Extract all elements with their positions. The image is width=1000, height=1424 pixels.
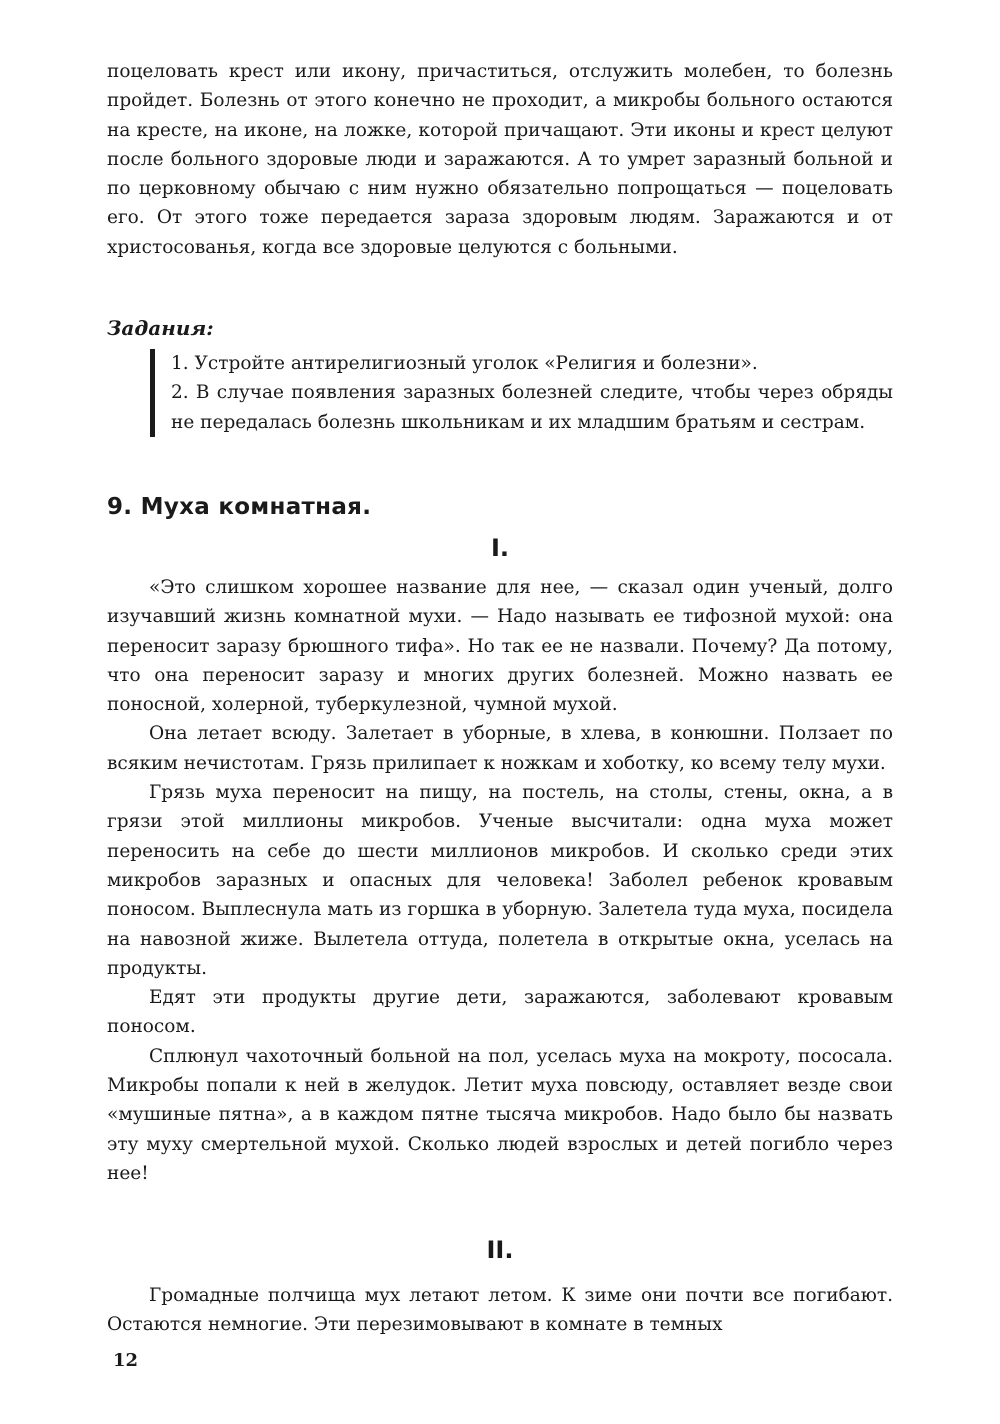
tasks-heading: Задания: [107, 316, 214, 340]
paragraph-fly-deadly: Сплюнул чахоточный больной на пол, уселась муха на мокроту, пососала. Микробы попали к ней в желудок. Летит муха повсюду, оставляет везде свои «мушиные пятна», а в каждом пятне тысяча микробов. Надо было бы назвать эту муху смертельной мухой. Сколько людей взрослых и детей погибло через нее! [107, 1045, 893, 1184]
paragraph-fly-winter: Громадные полчища мух летают летом. К зиме они почти все погибают. Остаются немногие. Эти перезимовывают в комнате в темных [107, 1285, 893, 1336]
paragraph-fly-microbes: Грязь муха переносит на пищу, на постель, на столы, стены, окна, а в грязи этой миллионы микробов. Ученые высчитали: одна муха может переносить на себе до шести миллионов микробов. И сколько среди этих микробов заразных и опасных для человека! Заболел ребенок кровавым поносом. Выплеснула мать из горшка в уборную. Залетела туда муха, посидела на навозной жиже. Вылетела оттуда, полетела в открытые окна, уселась на продукты. [107, 782, 893, 979]
paragraph-fly-children: Едят эти продукты другие дети, заражаются, заболевают кровавым поносом. [107, 987, 893, 1038]
paragraph-fly-name: «Это слишком хорошее название для нее, — сказал один ученый, долго изучавший жизнь комнатной мухи. — Надо называть ее тифозной мухой: она переносит заразу брюшного тифа». Но так ее не назвали. Почему? Да потому, что она переносит заразу и многих других болезней. Можно назвать ее поносной, холерной, туберкулезной, чумной мухой. [107, 577, 893, 716]
part-two-label: II. [486, 1236, 514, 1264]
intro-paragraph: поцеловать крест или икону, причаститься, отслужить молебен, то болезнь пройдет. Болезнь от этого конечно не проходит, а микробы больного остаются на кресте, на иконе, на ложке, которой причащают. Эти иконы и крест целуют после больного здоровые люди и заражаются. А то умрет заразный больной и по церковному обычаю с ним нужно обязательно попрощаться — поцеловать его. От этого тоже передается зараза здоровым людям. Заражаются и от христосованья, когда все здоровые целуются с больными. [107, 61, 893, 258]
page-number: 12 [113, 1350, 139, 1371]
paragraph-fly-flies: Она летает всюду. Залетает в уборные, в хлева, в конюшни. Ползает по всяким нечистотам. Грязь прилипает к ножкам и хоботку, ко всему телу мухи. [107, 723, 893, 774]
section-title: 9. Муха комнатная. [107, 494, 372, 520]
part-one-text [107, 573, 893, 1188]
tasks-list [150, 349, 893, 437]
task-item-1: 1. Устройте антирелигиозный уголок «Религия и болезни». [171, 353, 758, 374]
part-one-label: I. [490, 534, 510, 562]
task-item-2: 2. В случае появления заразных болезней следите, чтобы через обряды не передалась болезнь школьникам и их младшим братьям и сестрам. [171, 382, 893, 433]
